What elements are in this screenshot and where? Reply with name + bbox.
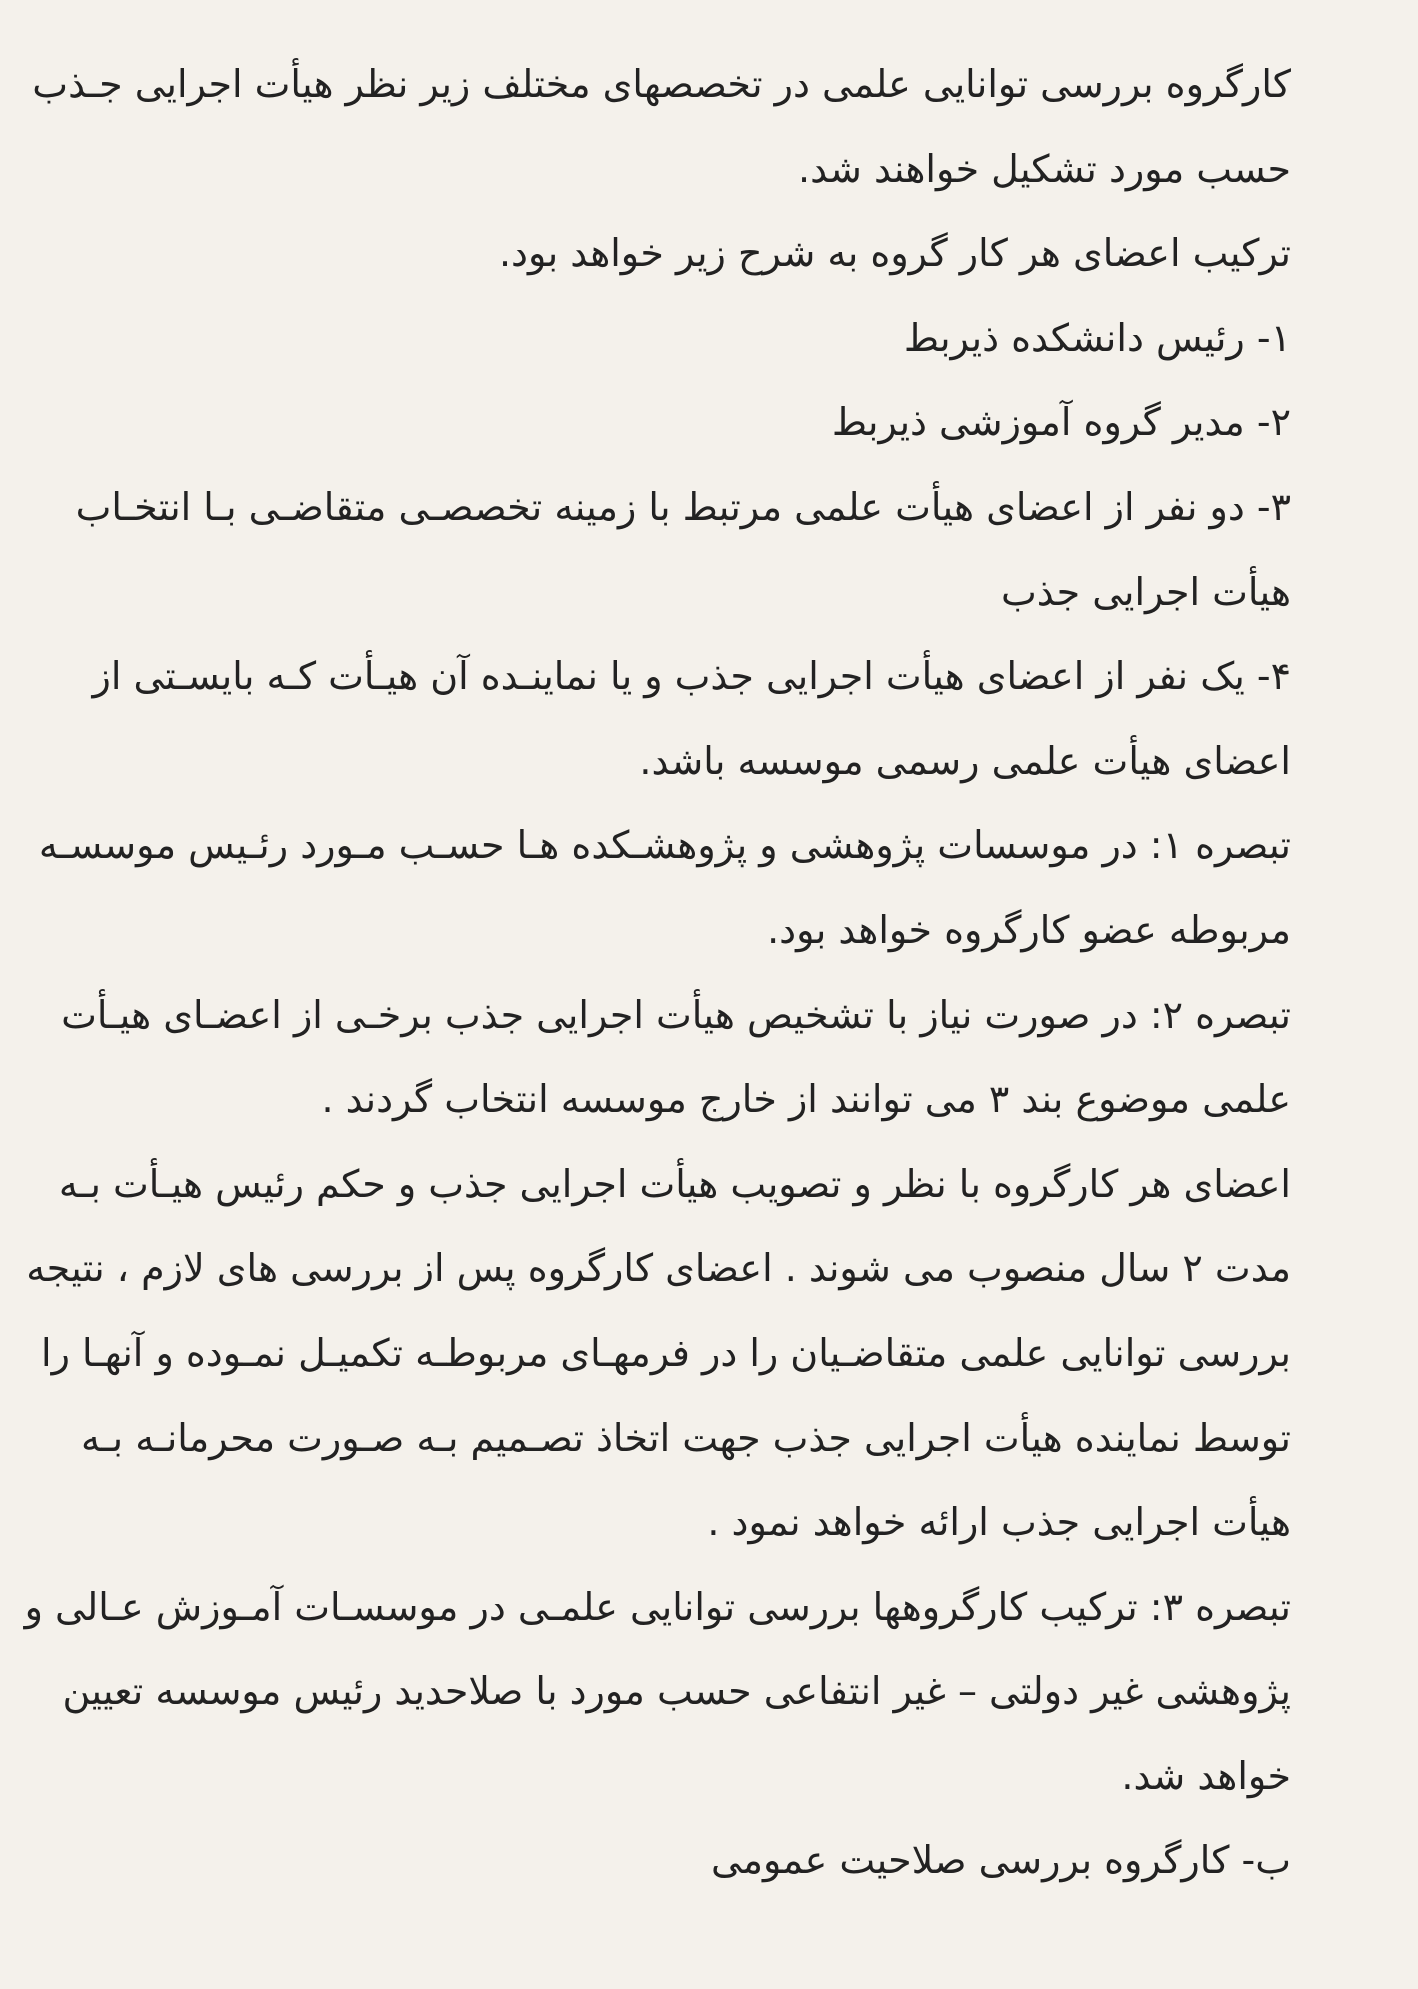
text-line: مربوطه عضو کارگروه خواهد بود. xyxy=(767,907,1291,952)
text-line: ۱- رئیس دانشکده ذیربط xyxy=(903,315,1291,360)
text-line: اعضای هیأت علمی رسمی موسسه باشد. xyxy=(639,738,1291,783)
text-line: تبصره ۳: ترکیب کارگروهها بررسی توانایی علمـی در موسسـات آمـوزش عـالی و xyxy=(24,1584,1291,1629)
text-line: تبصره ۲: در صورت نیاز با تشخیص هیأت اجرایی جذب برخـی از اعضـای هیـأت xyxy=(61,992,1291,1037)
text-line: ۴- یک نفر از اعضای هیأت اجرایی جذب و یا نماینـده آن هیـأت کـه بایسـتی از xyxy=(92,654,1291,699)
document-body xyxy=(0,42,1418,1903)
text-line: تبصره ۱: در موسسات پژوهشی و پژوهشـکده هـا حسـب مـورد رئـیس موسسـه xyxy=(38,823,1291,868)
text-line: ترکیب اعضای هر کار گروه به شرح زیر خواهد بود. xyxy=(498,231,1291,276)
text-line: پژوهشی غیر دولتی – غیر انتفاعی حسب مورد با صلاحدید رئیس موسسه تعیین xyxy=(62,1669,1291,1714)
text-line: مدت ۲ سال منصوب می شوند . اعضای کارگروه پس از بررسی های لازم ، نتیجه xyxy=(26,1246,1291,1291)
text-line: کارگروه بررسی توانایی علمی در تخصصهای مختلف زیر نظر هیأت اجرایی جـذب xyxy=(32,62,1291,106)
text-line: خواهد شد. xyxy=(1121,1753,1291,1798)
text-line: ۳- دو نفر از اعضای هیأت علمی مرتبط با زمینه تخصصـی متقاضـی بـا انتخـاب xyxy=(75,484,1291,529)
text-line: هیأت اجرایی جذب xyxy=(1000,569,1291,614)
text-line: بررسی توانایی علمی متقاضـیان را در فرمهـای مربوطـه تکمیـل نمـوده و آنهـا را xyxy=(41,1330,1291,1375)
text-line: اعضای هر کارگروه با نظر و تصویب هیأت اجرایی جذب و حکم رئیس هیـأت بـه xyxy=(58,1161,1291,1206)
text-line: توسط نماینده هیأت اجرایی جذب جهت اتخاذ تصـمیم بـه صـورت محرمانـه بـه xyxy=(81,1415,1291,1460)
text-line: هیأت اجرایی جذب ارائه خواهد نمود . xyxy=(707,1500,1291,1545)
text-line: ۲- مدیر گروه آموزشی ذیربط xyxy=(831,400,1291,445)
text-line: حسب مورد تشکیل خواهند شد. xyxy=(798,146,1291,191)
text-line: علمی موضوع بند ۳ می توانند از خارج موسسه انتخاب گردند . xyxy=(321,1077,1291,1122)
section-heading: ب- کارگروه بررسی صلاحیت عمومی xyxy=(710,1838,1291,1883)
